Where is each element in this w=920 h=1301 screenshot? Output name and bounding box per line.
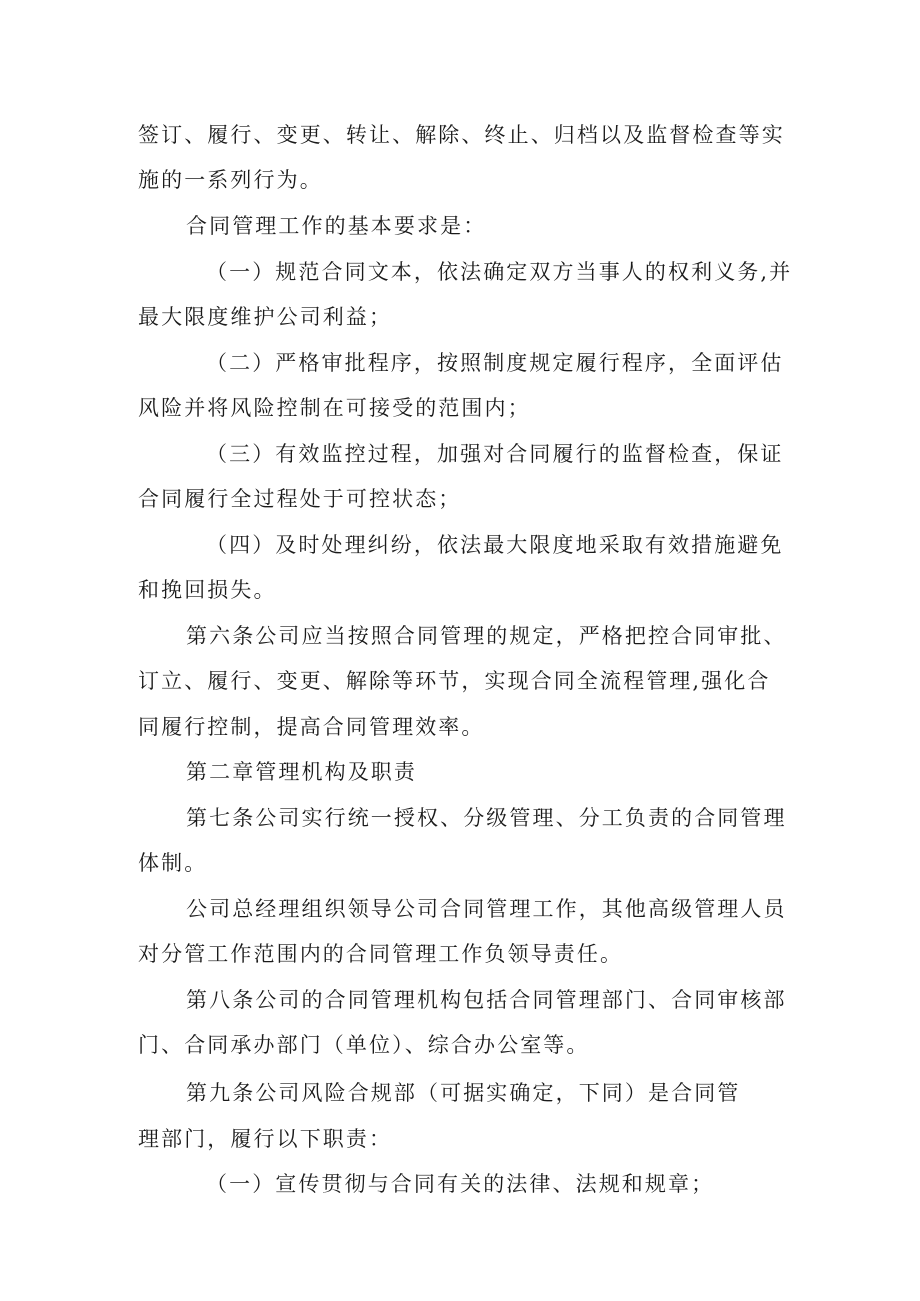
text-line-18: 公司总经理组织领导公司合同管理工作，其他高级管理人员: [186, 897, 787, 921]
text-line-9: 合同履行全过程处于可控状态；: [138, 487, 462, 511]
text-line-10: （四）及时处理纠纷，依法最大限度地采取有效措施避免: [206, 533, 784, 557]
text-line-6: （二）严格审批程序，按照制度规定履行程序，全面评估: [206, 351, 784, 375]
text-line-2: 施的一系列行为。: [138, 168, 323, 192]
text-line-15: 第二章管理机构及职责: [186, 760, 417, 784]
text-line-7: 风险并将风险控制在可接受的范围内；: [138, 396, 531, 420]
text-line-14: 同履行控制，提高合同管理效率。: [138, 715, 485, 739]
text-line-12: 第六条公司应当按照合同管理的规定，严格把控合同审批、: [186, 624, 787, 648]
text-line-5: 最大限度维护公司利益；: [138, 305, 393, 329]
text-line-24: （一）宣传贯彻与合同有关的法律、法规和规章；: [206, 1172, 715, 1196]
text-line-11: 和挽回损失。: [138, 578, 277, 602]
text-line-19: 对分管工作范围内的合同管理工作负领导责任。: [138, 942, 624, 966]
text-line-3: 合同管理工作的基本要求是：: [186, 214, 487, 238]
text-line-21: 门、合同承办部门（单位）、综合办公室等。: [138, 1033, 590, 1057]
text-line-13: 订立、履行、变更、解除等环节，实现合同全流程管理,强化合: [138, 669, 771, 693]
text-line-1: 签订、履行、变更、转让、解除、终止、归档以及监督检查等实: [138, 123, 785, 147]
text-line-17: 体制。: [138, 851, 208, 875]
text-line-20: 第八条公司的合同管理机构包括合同管理部门、合同审核部: [186, 988, 787, 1012]
text-line-4: （一）规范合同文本，依法确定双方当事人的权利义务,并: [206, 260, 793, 284]
text-line-8: （三）有效监控过程，加强对合同履行的监督检查，保证: [206, 442, 784, 466]
text-line-16: 第七条公司实行统一授权、分级管理、分工负责的合同管理: [186, 806, 787, 830]
text-line-23: 理部门，履行以下职责：: [138, 1127, 393, 1151]
text-line-22: 第九条公司风险合规部（可据实确定，下同）是合同管: [186, 1081, 741, 1105]
